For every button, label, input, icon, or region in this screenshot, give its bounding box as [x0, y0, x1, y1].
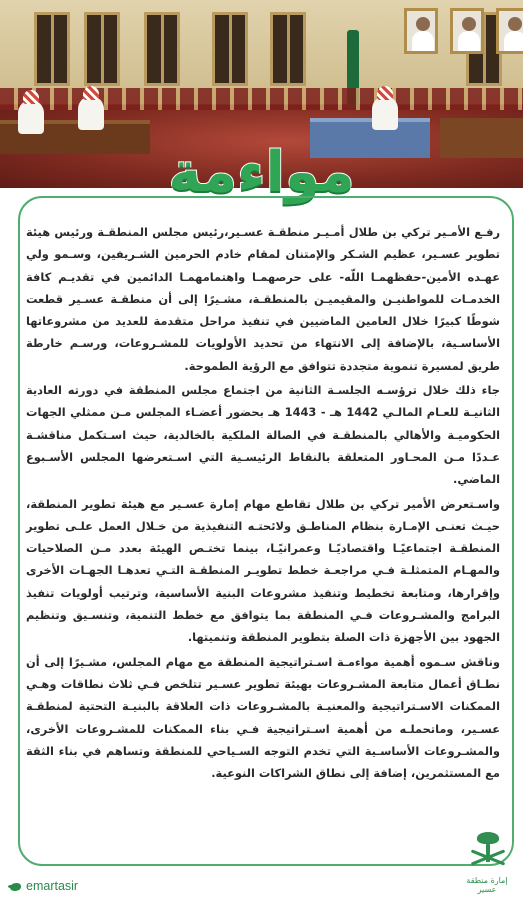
photo-portrait	[450, 8, 484, 54]
paragraph: جاء ذلك خلال ترؤسـه الجلسـة الثانية من اجتماع مجلس المنطقة في دورته العادية الثانيـة للعـام المالـي 1442 هـ - 1443 هـ بحضور أعضـاء المجلس مـن ممثلي الجهات الحكوميـة والأهالي بالمنطقـة في الصالة الملكية بالخالدية، حيث اسـتكمل مناقشـة عـددًا مـن المحـاور المتعلقة بالنقاط الرئيسـية التي اسـتعرضها المجلس الأسـبوع الماضي.	[26, 383, 500, 487]
emblem-caption: إمارة منطقة عسير	[466, 876, 508, 894]
photo-window	[84, 12, 120, 86]
photo-person	[78, 96, 104, 130]
twitter-handle-link[interactable]	[8, 877, 78, 895]
paragraph: رفـع الأمـير تركي بن طلال أمـيـر منطقـة عسـير،رئيس مجلس المنطقـة ورئيس هيئة تطوير عسـير، عظيم الشـكر والإمتنان لمقام خادم الحرمين الشـريفين، وسـمو ولي عهـده الأمين-حفظهمـا اللّه- على حرصهمـا واهتمامهمـا الدائمين في تقديـم كافة الخدمـات للمواطنيـن والمقيميـن بالمنطقـة، مشـيرًا إلى أن منطقـة عسـير قطعت شوطًا كبيرًا خلال العامين الماضيين في تنفيذ مراحل متقدمة للعديد من مشروعاتها الأساسـية، بالإضافة إلى الانتهاء من تحديد الأولويات للمشـروعات، ورسـم خارطة طريق لمسيرة تنموية متجددة تتوافق مع الرؤية الطموحة.	[26, 225, 500, 373]
saudi-emblem-icon	[464, 832, 512, 876]
photo-window	[270, 12, 306, 86]
article-title: مواءمة	[168, 140, 355, 205]
photo-window	[144, 12, 180, 86]
photo-window	[34, 12, 70, 86]
photo-portrait	[404, 8, 438, 54]
photo-person	[18, 100, 44, 134]
twitter-handle: emartasir	[26, 879, 79, 893]
photo-person	[372, 96, 398, 130]
photo-window	[212, 12, 248, 86]
article-body	[26, 221, 500, 861]
paragraph: وناقش سـموه أهمية مواءمـة اسـتراتيجية المنطقة مع مهام المجلس، مشـيرًا إلى أن نطـاق أعمال متابعة المشـروعات بهيئة تطوير عسـير تتلخص فـي ثلاث نطاقات وهـي الممكنات الاسـتراتيجية والمعنيـة بالمشـروعات ذات العلاقة بالبنيـة التحتية لمنطقـة عسـير، وماتحملـه من أهمية اسـتراتيجية فـي بناء الممكنات للمشـروعات الأخرى، والمشـروعات الأساسـية التي تخدم التوجه السـياحي للمنطقة وتساهم في بناء الثقة مع المستثمرين، إضافة إلى نطاق الشراكات النوعية.	[26, 654, 500, 781]
paragraph: واسـتعرض الأمير تركي بن طلال تقاطع مهام إمارة عسـير مع هيئة تطوير المنطقة، حيـث تعنـى الإمـارة بنظام المناطـق ولائحتـه التنفيذية من خـلال العمل علـى تطوير المنطقـة اجتماعيًـا واقتصاديًـا وعمرانيًـا، بينما تختـص الهيئة بعدد مـن الصلاحيات والمهـام المتمثلـة فـي مراجعـة خطط تطويـر المنطقـة التـي تعدهـا الجهـات الأخرى وإقرارها، ومتابعة تخطيط وتنفيذ مشروعات البنية الأساسية، وترتيب أولويات تنفيذ البرامج والمشـروعات فـي المنطقة بما يتوافق مع خطط التنمية، وتنسـيق وتنظيم الجهود بين الأجهزة ذات الصلة بتطوير المنطقة وتنميتها.	[26, 496, 500, 645]
twitter-bird-icon	[8, 881, 22, 892]
photo-portrait	[496, 8, 523, 54]
photo-wall	[0, 0, 523, 95]
